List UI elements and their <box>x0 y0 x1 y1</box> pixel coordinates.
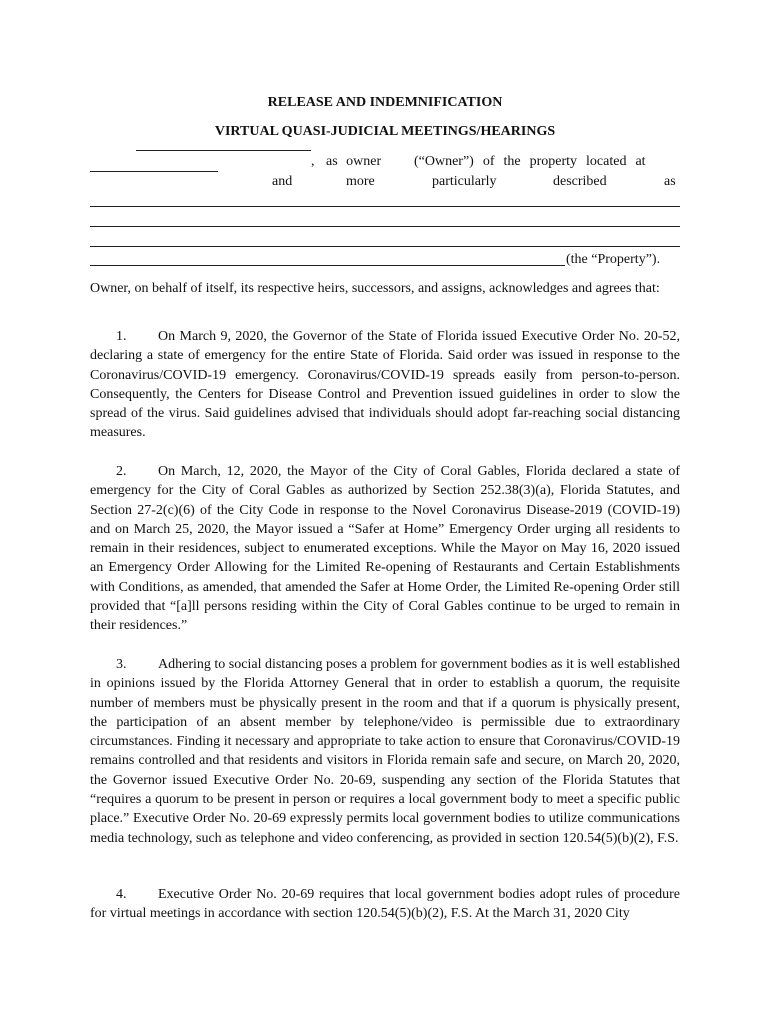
document-title: RELEASE AND INDEMNIFICATION <box>267 95 503 110</box>
document-subtitle: VIRTUAL QUASI-JUDICIAL MEETINGS/HEARINGS <box>214 124 556 139</box>
property-description-blank-4[interactable] <box>90 265 565 266</box>
paragraph-3-text: Adhering to social distancing poses a problem for government bodies as it is well established in opinions issued by the Florida Attorney General that in order to establish a quorum, the requisite number of members must be physically present in the room and that if a quorum is physically present, the participation of an absent member by telephone/video is permissible due to extraordinary circumstances. Finding it necessary and appropriate to take action to ensure that Coronavirus/COVID-19 remains controlled and that residents and visitors in Florida remain safe and secure, on March 20, 2020, the Governor issued Executive Order No. 20-69, suspending any section of the Florida Statutes that “requires a quorum to be present in person or requires a local government body to meet a specific public place.” Executive Order No. 20-69 expressly permits local government bodies to utilize communications media technology, such as telephone and video conferencing, as provided in section 120.54(5)(b)(2), F.S. <box>90 657 680 846</box>
property-description-blank-2[interactable] <box>90 226 680 227</box>
paragraph-3 <box>90 655 680 848</box>
paragraph-3-number: 3. <box>116 657 127 672</box>
as-owner-text: as owner <box>326 154 382 169</box>
property-description-blank-1[interactable] <box>90 206 680 207</box>
paragraph-1-number: 1. <box>116 329 127 344</box>
paragraph-2-number: 2. <box>116 464 127 479</box>
paragraph-2 <box>90 462 680 636</box>
property-description-blank-3[interactable] <box>90 246 680 247</box>
paragraph-4-text: Executive Order No. 20-69 requires that local government bodies adopt rules of procedure for virtual meetings in accordance with section 120.54(5)(b)(2), F.S. At the March 31, 2020 City <box>90 887 680 922</box>
owner-comma: , <box>311 154 315 169</box>
paragraph-1 <box>90 327 680 443</box>
and-text: and <box>272 174 293 189</box>
owner-name-blank[interactable] <box>136 150 311 151</box>
described-text: described <box>553 174 607 189</box>
intro-paragraph: Owner, on behalf of itself, its respective heirs, successors, and assigns, acknowledges and agrees that: <box>90 281 660 296</box>
more-text: more <box>346 174 375 189</box>
paragraph-1-text: On March 9, 2020, the Governor of the State of Florida issued Executive Order No. 20-52, declaring a state of emergency for the entire State of Florida. Said order was issued in response to the Coronavirus/COVID-19 emergency. Coronavirus/COVID-19 spreads easily from person-to-person. Consequently, the Centers for Disease Control and Prevention issued guidelines in order to slow the spread of the virus. Said guidelines advised that individuals should adopt far-reaching social distancing measures. <box>90 329 680 441</box>
paragraph-2-text: On March, 12, 2020, the Mayor of the City of Coral Gables, Florida declared a state of emergency for the City of Coral Gables as authorized by Section 252.38(3)(a), Florida Statutes, and Section 27-2(c)(6) of the City Code in response to the Novel Coronavirus Disease-2019 (COVID-19) and on March 25, 2020, the Mayor issued a “Safer at Home” Emergency Order urging all residents to remain in their residences, subject to enumerated exceptions. While the Mayor on May 16, 2020 issued an Emergency Order Allowing for the Limited Re-opening of Restaurants and Certain Establishments with Conditions, as amended, that amended the Safer at Home Order, the Limited Re-opening Order still provided that “[a]ll persons residing within the City of Coral Gables continue to be urged to remain in their residences.” <box>90 464 680 634</box>
property-location-blank[interactable] <box>90 171 218 172</box>
particularly-text: particularly <box>432 174 497 189</box>
paragraph-4 <box>90 885 680 924</box>
property-definition-text: (the “Property”). <box>566 252 661 267</box>
owner-definition-text: (“Owner”) of the property located at <box>414 154 646 169</box>
paragraph-4-number: 4. <box>116 887 127 902</box>
as-text: as <box>664 174 676 189</box>
